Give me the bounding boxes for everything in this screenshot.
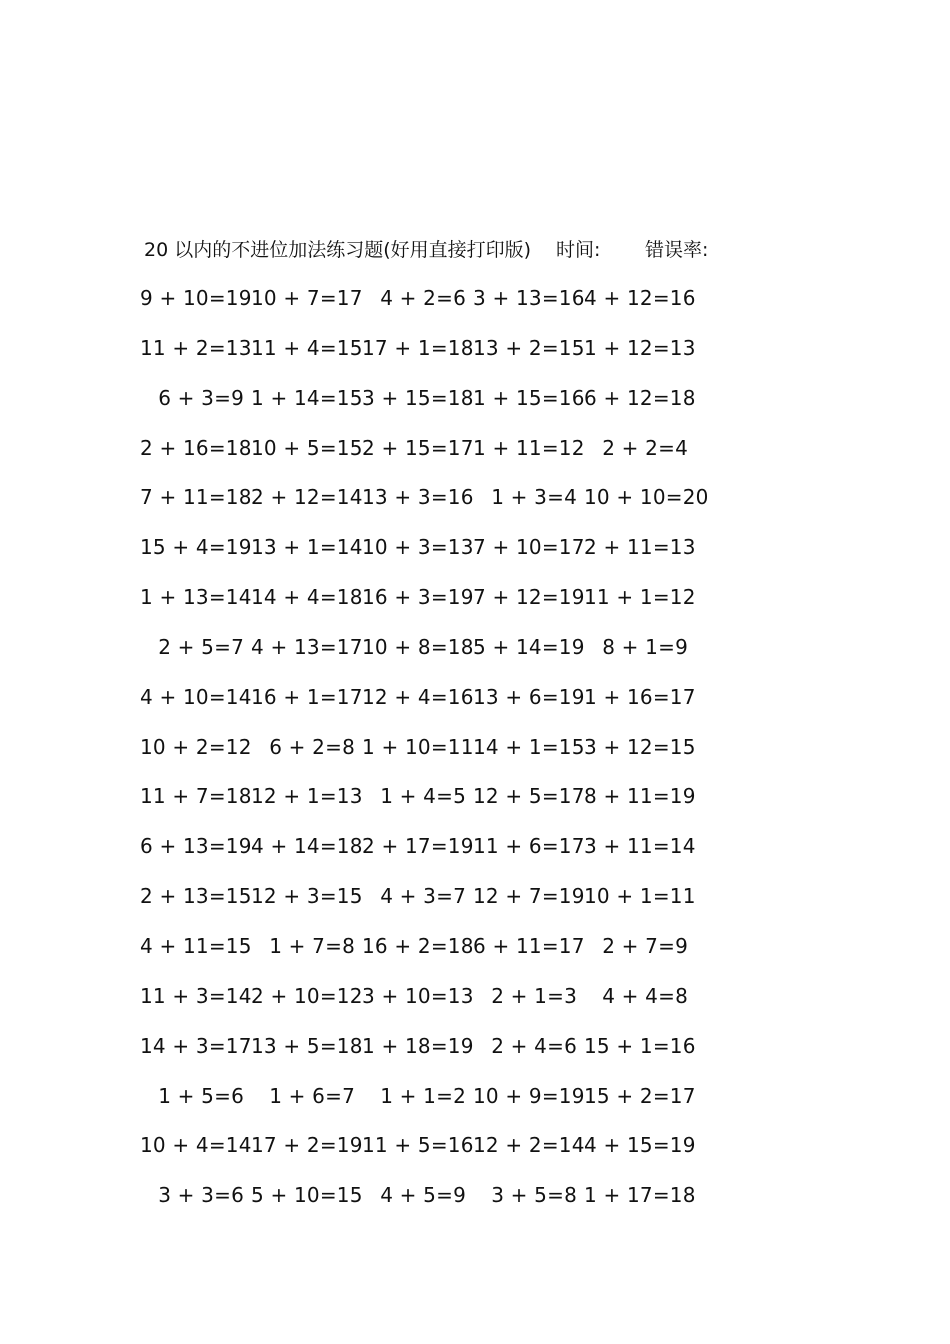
- problem-row: [140, 683, 700, 733]
- problem-row: [140, 882, 700, 932]
- addition-problem: 13 + 5=18: [251, 1033, 363, 1058]
- addition-problem: 16 + 2=18: [362, 933, 474, 958]
- addition-problem: 2 + 11=13: [584, 535, 696, 560]
- addition-problem: 1 + 17=18: [584, 1183, 696, 1208]
- addition-problem: 4 + 15=19: [584, 1133, 696, 1158]
- addition-problem: 4 + 13=17: [251, 634, 363, 659]
- addition-problem: 13 + 6=19: [473, 684, 585, 709]
- addition-problem: 4 + 10=14: [140, 684, 252, 709]
- problem-row: [140, 1082, 700, 1132]
- addition-problem: 10 + 4=14: [140, 1133, 252, 1158]
- addition-problem: 2 + 13=15: [140, 884, 252, 909]
- problem-row: [140, 1181, 700, 1231]
- addition-problem: 11 + 5=16: [362, 1133, 474, 1158]
- addition-problem: 14 + 1=15: [473, 734, 585, 759]
- addition-problem: 10 + 8=18: [362, 634, 474, 659]
- addition-problem: 1 + 3=4: [491, 485, 577, 510]
- problem-row: [140, 832, 700, 882]
- addition-problem: 1 + 12=13: [584, 335, 696, 360]
- addition-problem: 16 + 1=17: [251, 684, 363, 709]
- addition-problem: 10 + 7=17: [251, 286, 363, 310]
- addition-problem: 5 + 10=15: [251, 1183, 363, 1208]
- problem-row: [140, 533, 700, 583]
- addition-problem: 1 + 10=11: [362, 734, 474, 759]
- addition-problem: 4 + 4=8: [602, 983, 688, 1008]
- addition-problem: 1 + 6=7: [269, 1083, 355, 1108]
- addition-problem: 10 + 1=11: [584, 884, 696, 909]
- addition-problem: 15 + 4=19: [140, 535, 252, 560]
- addition-problem: 1 + 7=8: [269, 933, 355, 958]
- problem-row: [140, 1032, 700, 1082]
- addition-problem: 12 + 4=16: [362, 684, 474, 709]
- addition-problem: 2 + 1=3: [491, 983, 577, 1008]
- addition-problem: 12 + 5=17: [473, 784, 585, 809]
- addition-problem: 12 + 1=13: [251, 784, 363, 809]
- time-label: 时间:: [556, 239, 601, 261]
- addition-problem: 7 + 12=19: [473, 585, 585, 610]
- problem-row: [140, 384, 700, 434]
- addition-problem: 2 + 16=18: [140, 435, 252, 460]
- addition-problem: 14 + 4=18: [251, 585, 363, 610]
- addition-problem: 2 + 4=6: [491, 1033, 577, 1058]
- addition-problem: 3 + 10=13: [362, 983, 474, 1008]
- addition-problem: 5 + 14=19: [473, 634, 585, 659]
- addition-problem: 12 + 2=14: [473, 1133, 585, 1158]
- error-rate-label: 错误率:: [645, 239, 709, 261]
- addition-problem: 8 + 11=19: [584, 784, 696, 809]
- addition-problem: 10 + 9=19: [473, 1083, 585, 1108]
- addition-problem: 13 + 1=14: [251, 535, 363, 560]
- addition-problem: 1 + 14=15: [251, 385, 363, 410]
- problem-row: [140, 434, 700, 484]
- addition-problem: 2 + 17=19: [362, 834, 474, 859]
- addition-problem: 2 + 15=17: [362, 435, 474, 460]
- problem-row: [140, 733, 700, 783]
- problem-row: [140, 932, 700, 982]
- addition-problem: 15 + 1=16: [584, 1033, 696, 1058]
- addition-problem: 4 + 5=9: [380, 1183, 466, 1208]
- addition-problem: 4 + 12=16: [584, 286, 696, 310]
- addition-problem: 1 + 18=19: [362, 1033, 474, 1058]
- addition-problem: 11 + 6=17: [473, 834, 585, 859]
- addition-problem: 16 + 3=19: [362, 585, 474, 610]
- addition-problem: 13 + 2=15: [473, 335, 585, 360]
- problem-row: [140, 633, 700, 683]
- addition-problem: 14 + 3=17: [140, 1033, 252, 1058]
- problem-row: [140, 334, 700, 384]
- addition-problem: 4 + 3=7: [380, 884, 466, 909]
- addition-problem: 1 + 11=12: [473, 435, 585, 460]
- addition-problem: 17 + 1=18: [362, 335, 474, 360]
- addition-problem: 3 + 11=14: [584, 834, 696, 859]
- addition-problem: 4 + 14=18: [251, 834, 363, 859]
- addition-problem: 2 + 5=7: [158, 634, 244, 659]
- addition-problem: 10 + 10=20: [584, 485, 709, 510]
- addition-problem: 4 + 11=15: [140, 933, 252, 958]
- addition-problem: 3 + 13=16: [473, 286, 585, 310]
- problem-row: [140, 782, 700, 832]
- worksheet-header: [144, 236, 784, 264]
- addition-problem: 3 + 15=18: [362, 385, 474, 410]
- addition-problem: 9 + 10=19: [140, 286, 252, 310]
- addition-problem: 4 + 2=6: [380, 286, 466, 310]
- addition-problem: 3 + 5=8: [491, 1183, 577, 1208]
- addition-problem: 1 + 15=16: [473, 385, 585, 410]
- problem-row: [140, 483, 709, 533]
- addition-problem: 11 + 2=13: [140, 335, 252, 360]
- addition-problem: 3 + 12=15: [584, 734, 696, 759]
- addition-problem: 11 + 7=18: [140, 784, 252, 809]
- worksheet-title: 20 以内的不进位加法练习题(好用直接打印版): [144, 239, 532, 261]
- addition-problem: 1 + 13=14: [140, 585, 252, 610]
- addition-problem: 12 + 3=15: [251, 884, 363, 909]
- addition-problem: 1 + 1=2: [380, 1083, 466, 1108]
- addition-problem: 17 + 2=19: [251, 1133, 363, 1158]
- problem-row: [140, 583, 700, 633]
- addition-problem: 6 + 3=9: [158, 385, 244, 410]
- addition-problem: 1 + 4=5: [380, 784, 466, 809]
- addition-problem: 6 + 2=8: [269, 734, 355, 759]
- addition-problem: 2 + 7=9: [602, 933, 688, 958]
- addition-problem: 11 + 1=12: [584, 585, 696, 610]
- addition-problem: 2 + 10=12: [251, 983, 363, 1008]
- problem-row: [140, 1131, 700, 1181]
- addition-problem: 3 + 3=6: [158, 1183, 244, 1208]
- addition-problem: 7 + 11=18: [140, 485, 252, 510]
- problem-row: [140, 982, 700, 1032]
- addition-problem: 10 + 3=13: [362, 535, 474, 560]
- addition-problem: 1 + 5=6: [158, 1083, 244, 1108]
- addition-problem: 8 + 1=9: [602, 634, 688, 659]
- problem-grid: [140, 284, 709, 1231]
- addition-problem: 6 + 12=18: [584, 385, 696, 410]
- addition-problem: 11 + 4=15: [251, 335, 363, 360]
- addition-problem: 7 + 10=17: [473, 535, 585, 560]
- addition-problem: 2 + 2=4: [602, 435, 688, 460]
- addition-problem: 13 + 3=16: [362, 485, 474, 510]
- addition-problem: 12 + 7=19: [473, 884, 585, 909]
- addition-problem: 11 + 3=14: [140, 983, 252, 1008]
- problem-row: [140, 284, 700, 334]
- addition-problem: 6 + 11=17: [473, 933, 585, 958]
- addition-problem: 2 + 12=14: [251, 485, 363, 510]
- addition-problem: 1 + 16=17: [584, 684, 696, 709]
- addition-problem: 15 + 2=17: [584, 1083, 696, 1108]
- addition-problem: 10 + 2=12: [140, 734, 252, 759]
- addition-problem: 6 + 13=19: [140, 834, 252, 859]
- addition-problem: 10 + 5=15: [251, 435, 363, 460]
